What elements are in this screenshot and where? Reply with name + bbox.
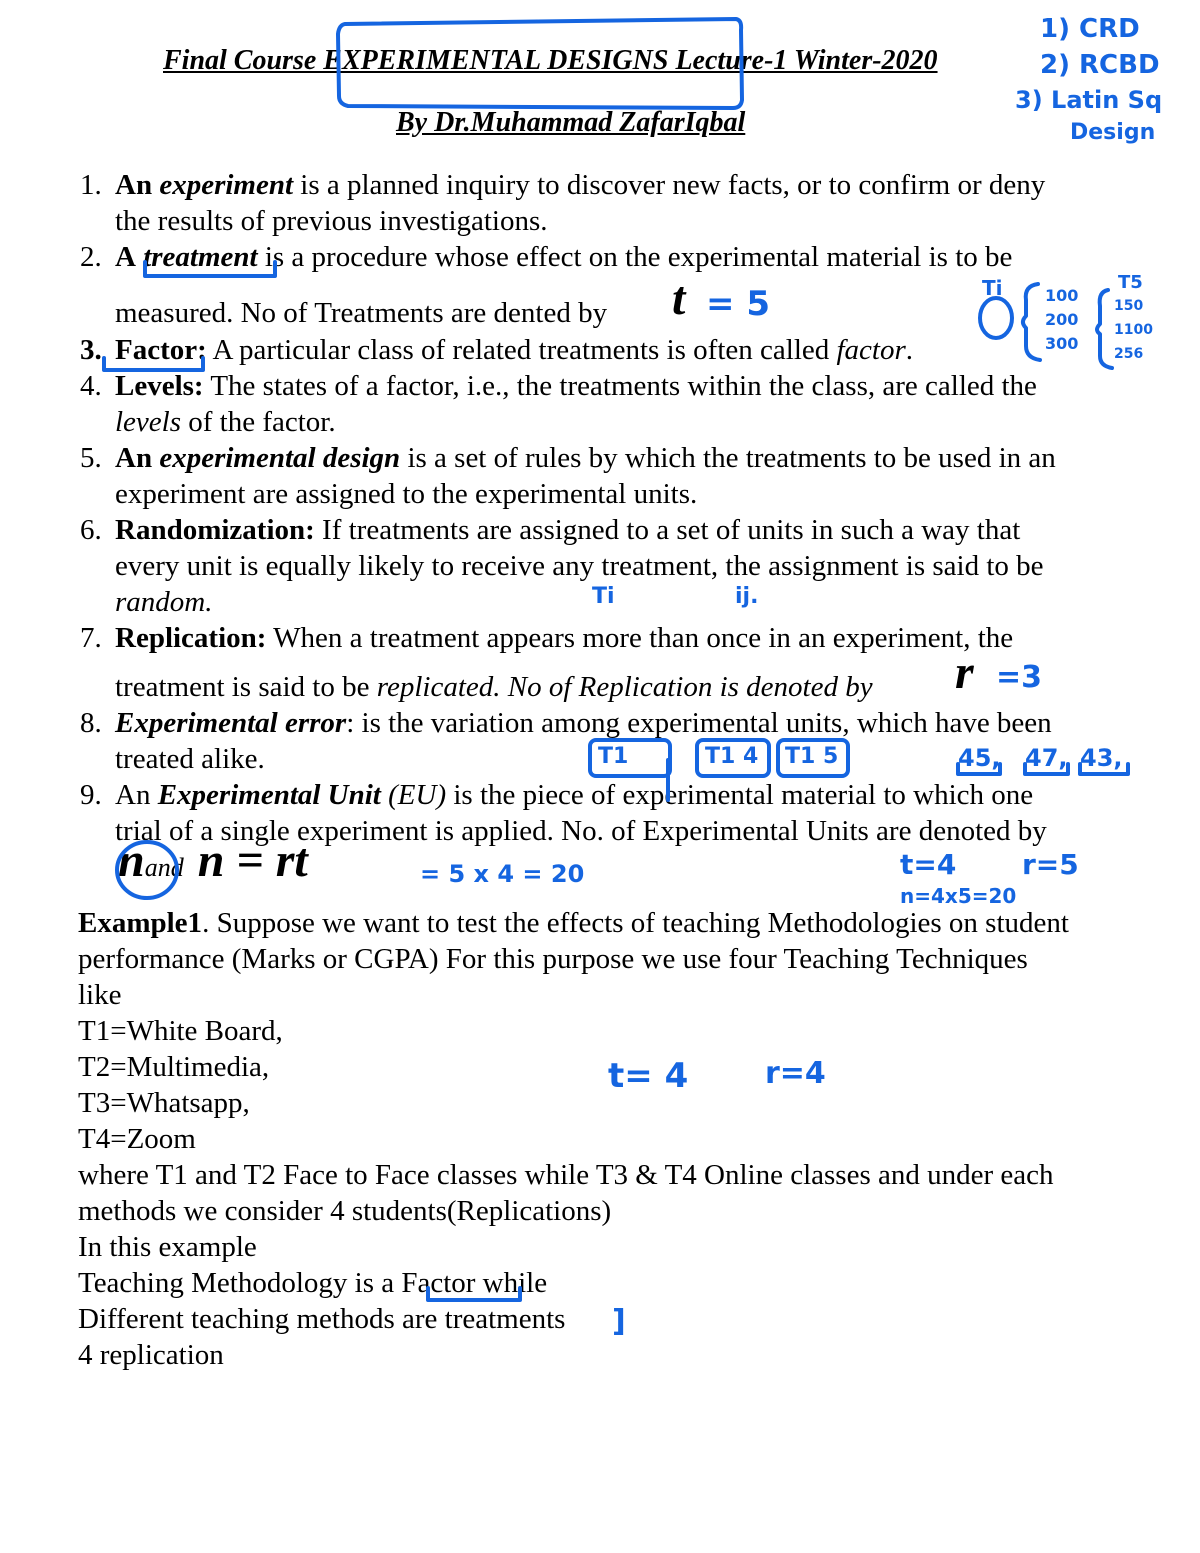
handwritten-bracket: ] xyxy=(612,1304,626,1339)
example-heading: Example1. Suppose we want to test the effects of teaching Methodologies on student xyxy=(78,907,1069,939)
brace-left xyxy=(1023,284,1040,360)
definition-text: the results of previous investigations. xyxy=(115,205,548,237)
item-number: 6. xyxy=(80,514,102,546)
handwritten-note: 300 xyxy=(1045,334,1079,353)
treatment-item: T3=Whatsapp, xyxy=(78,1087,250,1119)
formula-line: nand n = rt xyxy=(118,834,308,887)
example-text: performance (Marks or CGPA) For this purpose we use four Teaching Techniques xyxy=(78,943,1028,975)
definition-text: treatment is said to be replicated. No of Replication is denoted by xyxy=(115,671,873,703)
definition-text: trial of a single experiment is applied. No. of Experimental Units are denoted by xyxy=(115,815,1047,847)
item-number: 9. xyxy=(80,779,102,811)
example-text: 4 replication xyxy=(78,1339,224,1371)
example-text: In this example xyxy=(78,1231,257,1263)
handwritten-note: 256 xyxy=(1114,346,1144,362)
handwritten-note: t= 4 xyxy=(608,1056,689,1096)
definition-experimental-design: An experimental design is a set of rules by which the treatments to be used in an xyxy=(115,442,1056,474)
example-text: Different teaching methods are treatments xyxy=(78,1303,566,1335)
item-number: 7. xyxy=(80,622,102,654)
handwritten-note: 43, xyxy=(1080,744,1123,772)
handwritten-note: 200 xyxy=(1045,310,1079,329)
definition-text: every unit is equally likely to receive any treatment, the assignment is said to be xyxy=(115,550,1044,582)
item-number: 8. xyxy=(80,707,102,739)
definition-randomization: Randomization: If treatments are assigned to a set of units in such a way that xyxy=(115,514,1021,546)
handwritten-note: n=4x5=20 xyxy=(900,884,1017,908)
handwritten-box-label: T1 4 xyxy=(705,744,759,769)
handwritten-note: Ti xyxy=(982,276,1003,300)
definition-experiment: An experiment is a planned inquiry to discover new facts, or to confirm or deny xyxy=(115,169,1046,201)
example-text: Teaching Methodology is a Factor while xyxy=(78,1267,548,1299)
definition-experimental-error: Experimental error: is the variation among experimental units, which have been xyxy=(115,707,1052,739)
example-text: like xyxy=(78,979,122,1011)
handwritten-note: 1) CRD xyxy=(1040,14,1140,44)
brace-right xyxy=(1097,290,1112,368)
definition-text: random. xyxy=(115,586,213,618)
handwritten-note: = 5 xyxy=(706,284,770,324)
treatment-item: T4=Zoom xyxy=(78,1123,196,1155)
handwritten-note: 150 xyxy=(1114,298,1144,314)
handwritten-note: 3) Latin Sq xyxy=(1015,86,1163,114)
handwritten-note: r=4 xyxy=(765,1056,826,1091)
definition-text: measured. No of Treatments are dented by xyxy=(115,297,608,329)
item-number: 3. xyxy=(80,334,102,366)
handwritten-box-label: T1 xyxy=(598,744,629,769)
definition-experimental-unit: An Experimental Unit (EU) is the piece of experimental material to which one xyxy=(115,779,1034,811)
page-title: Final Course EXPERIMENTAL DESIGNS Lecture-1 Winter-2020 xyxy=(163,45,938,76)
definition-text: experiment are assigned to the experimental units. xyxy=(115,478,698,510)
treatment-oval xyxy=(980,298,1012,338)
handwritten-note: Ti xyxy=(592,584,615,609)
definition-factor: Factor: A particular class of related treatments is often called factor. xyxy=(115,334,914,366)
definition-treatment: A treatment is a procedure whose effect on the experimental material is to be xyxy=(115,241,1013,273)
definition-text: treated alike. xyxy=(115,743,265,775)
definition-replication: Replication: When a treatment appears more than once in an experiment, the xyxy=(115,622,1014,654)
handwritten-note: =3 xyxy=(996,660,1043,695)
handwritten-note: 47, xyxy=(1025,744,1068,772)
item-number: 5. xyxy=(80,442,102,474)
handwritten-note: 2) RCBD xyxy=(1040,50,1160,80)
item-number: 2. xyxy=(80,241,102,273)
definition-text: levels of the factor. xyxy=(115,406,336,438)
handwritten-note: ij. xyxy=(735,584,759,609)
handwritten-note: Design xyxy=(1070,120,1156,145)
handwritten-note: 1100 xyxy=(1114,322,1153,338)
handwritten-note: = 5 x 4 = 20 xyxy=(420,860,585,888)
symbol-r: r xyxy=(955,646,974,699)
item-number: 1. xyxy=(80,169,102,201)
handwritten-note: r=5 xyxy=(1022,848,1079,881)
symbol-t: t xyxy=(672,272,686,325)
item-number: 4. xyxy=(80,370,102,402)
treatment-item: T2=Multimedia, xyxy=(78,1051,270,1083)
handwritten-note: t=4 xyxy=(900,848,957,881)
handwritten-note: 100 xyxy=(1045,286,1079,305)
handwritten-box-label: T1 5 xyxy=(785,744,839,769)
treatment-item: T1=White Board, xyxy=(78,1015,283,1047)
handwritten-note: T5 xyxy=(1118,272,1143,293)
example-text: where T1 and T2 Face to Face classes while T3 & T4 Online classes and under each xyxy=(78,1159,1054,1191)
example-text: methods we consider 4 students(Replications) xyxy=(78,1195,612,1227)
author-line: By Dr.Muhammad ZafarIqbal xyxy=(396,107,746,138)
definition-levels: Levels: The states of a factor, i.e., the treatments within the class, are called the xyxy=(115,370,1037,402)
handwritten-note: 45, xyxy=(958,744,1001,772)
